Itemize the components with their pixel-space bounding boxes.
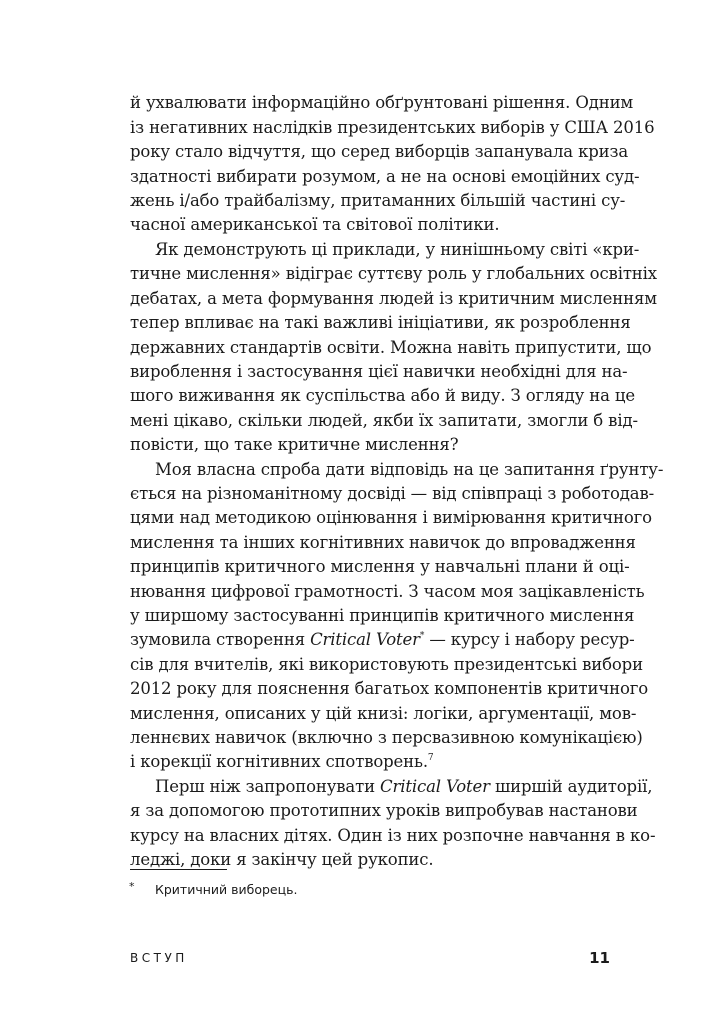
text-line: леджі, доки я закінчу цей рукопис. [130, 850, 434, 869]
text-line: 2012 року для пояснення багатьох компонентів критичного [130, 679, 649, 698]
text-line: вироблення і застосування цієї навички необхідні для на- [130, 362, 628, 381]
text-line: дебатах, а мета формування людей із критичним мисленням [130, 289, 657, 308]
text-line: зумовила створення Critical Voter* — курсу і набору ресур- [130, 630, 635, 649]
text-line: я за допомогою прототипних уроків випробував настанови [130, 801, 638, 820]
running-head: ВСТУП [130, 951, 188, 965]
text-line: нювання цифрової грамотності. З часом моя зацікавленість [130, 582, 645, 601]
text-line: й ухвалювати інформаційно обґрунтовані рішення. Одним [130, 93, 634, 112]
italic-title: Critical Voter [310, 630, 420, 649]
text-line: Як демонструють ці приклади, у нинішньому світі «кри- [155, 240, 640, 259]
text-line: шого виживання як суспільства або й виду. З огляду на це [130, 386, 635, 405]
text-line: року стало відчуття, що серед виборців запанувала криза [130, 142, 629, 161]
text-line: леннєвих навичок (включно з персвазивною комунікацією) [130, 728, 643, 747]
footnote-divider [130, 869, 227, 870]
text-line: і корекції когнітивних спотворень.$^7$ [130, 752, 434, 771]
text-line: Перш ніж запропонувати Critical Voter ширшій аудиторії, [155, 777, 653, 796]
endnote-reference: 7 [427, 752, 434, 763]
text-line: сів для вчителів, які використовують президентські вибори [130, 655, 643, 674]
text-line: тепер впливає на такі важливі ініціативи, як розроблення [130, 313, 631, 332]
text-line: державних стандартів освіти. Можна навіть припустити, що [130, 338, 652, 357]
footnote-mark: * [129, 880, 135, 893]
text-line: принципів критичного мислення у навчальні плани й оці- [130, 557, 630, 576]
text-line: у ширшому застосуванні принципів критичного мислення [130, 606, 635, 625]
text-line: тичне мислення» відіграє суттєву роль у глобальних освітніх [130, 264, 657, 283]
text-line: мислення, описаних у цій книзі: логіки, аргументації, мов- [130, 704, 637, 723]
text-line: мені цікаво, скільки людей, якби їх запитати, змогли б від- [130, 411, 638, 430]
footnote-text: Критичний виборець. [155, 882, 298, 897]
page-number: 11 [589, 949, 610, 967]
text-line: мислення та інших когнітивних навичок до впровадження [130, 533, 636, 552]
text-line: із негативних наслідків президентських виборів у США 2016 [130, 118, 655, 137]
italic-title: Critical Voter [380, 777, 490, 796]
text-line: жень і/або трайбалізму, притаманних більшій частині су- [130, 191, 626, 210]
footnote-reference: * [419, 630, 425, 641]
text-line: курсу на власних дітях. Один із них розпочне навчання в ко- [130, 826, 656, 845]
text-line: здатності вибирати розумом, а не на основі емоційних суд- [130, 167, 640, 186]
text-line: Моя власна спроба дати відповідь на це запитання ґрунту- [155, 460, 664, 479]
text-line: цями над методикою оцінювання і вимірювання критичного [130, 508, 652, 527]
text-line: ється на різноманітному досвіді — від співпраці з роботодав- [130, 484, 655, 503]
text-line: повісти, що таке критичне мислення? [130, 435, 459, 454]
text-line: часної американської та світової політики. [130, 215, 500, 234]
